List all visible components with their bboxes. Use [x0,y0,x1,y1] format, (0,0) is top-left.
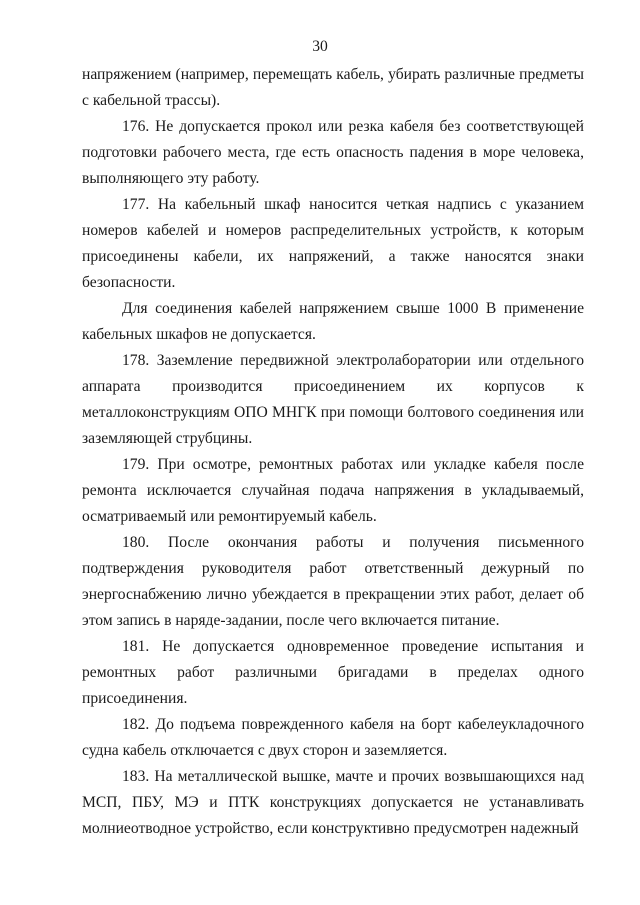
paragraph-178: 178. Заземление передвижной электролаборатории или отдельного аппарата производится присоединением их корпусов к металлоконструкциям ОПО МНГК при помощи болтового соединения или заземляющей струбцины. [82,352,584,447]
document-body [82,62,584,842]
paragraph-179: 179. При осмотре, ремонтных работах или укладке кабеля после ремонта исключается случайная подача напряжения в укладываемый, осматриваемый или ремонтируемый кабель. [82,456,584,525]
paragraph-183: 183. На металлической вышке, мачте и прочих возвышающихся над МСП, ПБУ, МЭ и ПТК конструкциях допускается не устанавливать молниеотводное устройство, если конструктивно предусмотрен надежный [82,768,584,837]
paragraph-181: 181. Не допускается одновременное проведение испытания и ремонтных работ различными бригадами в пределах одного присоединения. [82,638,584,707]
paragraph-177-note: Для соединения кабелей напряжением свыше 1000 В применение кабельных шкафов не допускается. [82,300,584,343]
paragraph-177: 177. На кабельный шкаф наносится четкая надпись с указанием номеров кабелей и номеров распределительных устройств, к которым присоединены кабели, их напряжений, а также наносятся знаки безопасности. [82,196,584,291]
page-number: 30 [312,38,328,55]
paragraph-176: 176. Не допускается прокол или резка кабеля без соответствующей подготовки рабочего места, где есть опасность падения в море человека, выполняющего эту работу. [82,118,584,187]
paragraph-180: 180. После окончания работы и получения письменного подтверждения руководителя работ ответственный дежурный по энергоснабжению лично убеждается в прекращении этих работ, делает об этом запись в наряде-задании, после чего включается питание. [82,534,584,629]
paragraph-182: 182. До подъема поврежденного кабеля на борт кабелеукладочного судна кабель отключается с двух сторон и заземляется. [82,716,584,759]
paragraph-continuation: напряжением (например, перемещать кабель, убирать различные предметы с кабельной трассы). [82,66,584,109]
